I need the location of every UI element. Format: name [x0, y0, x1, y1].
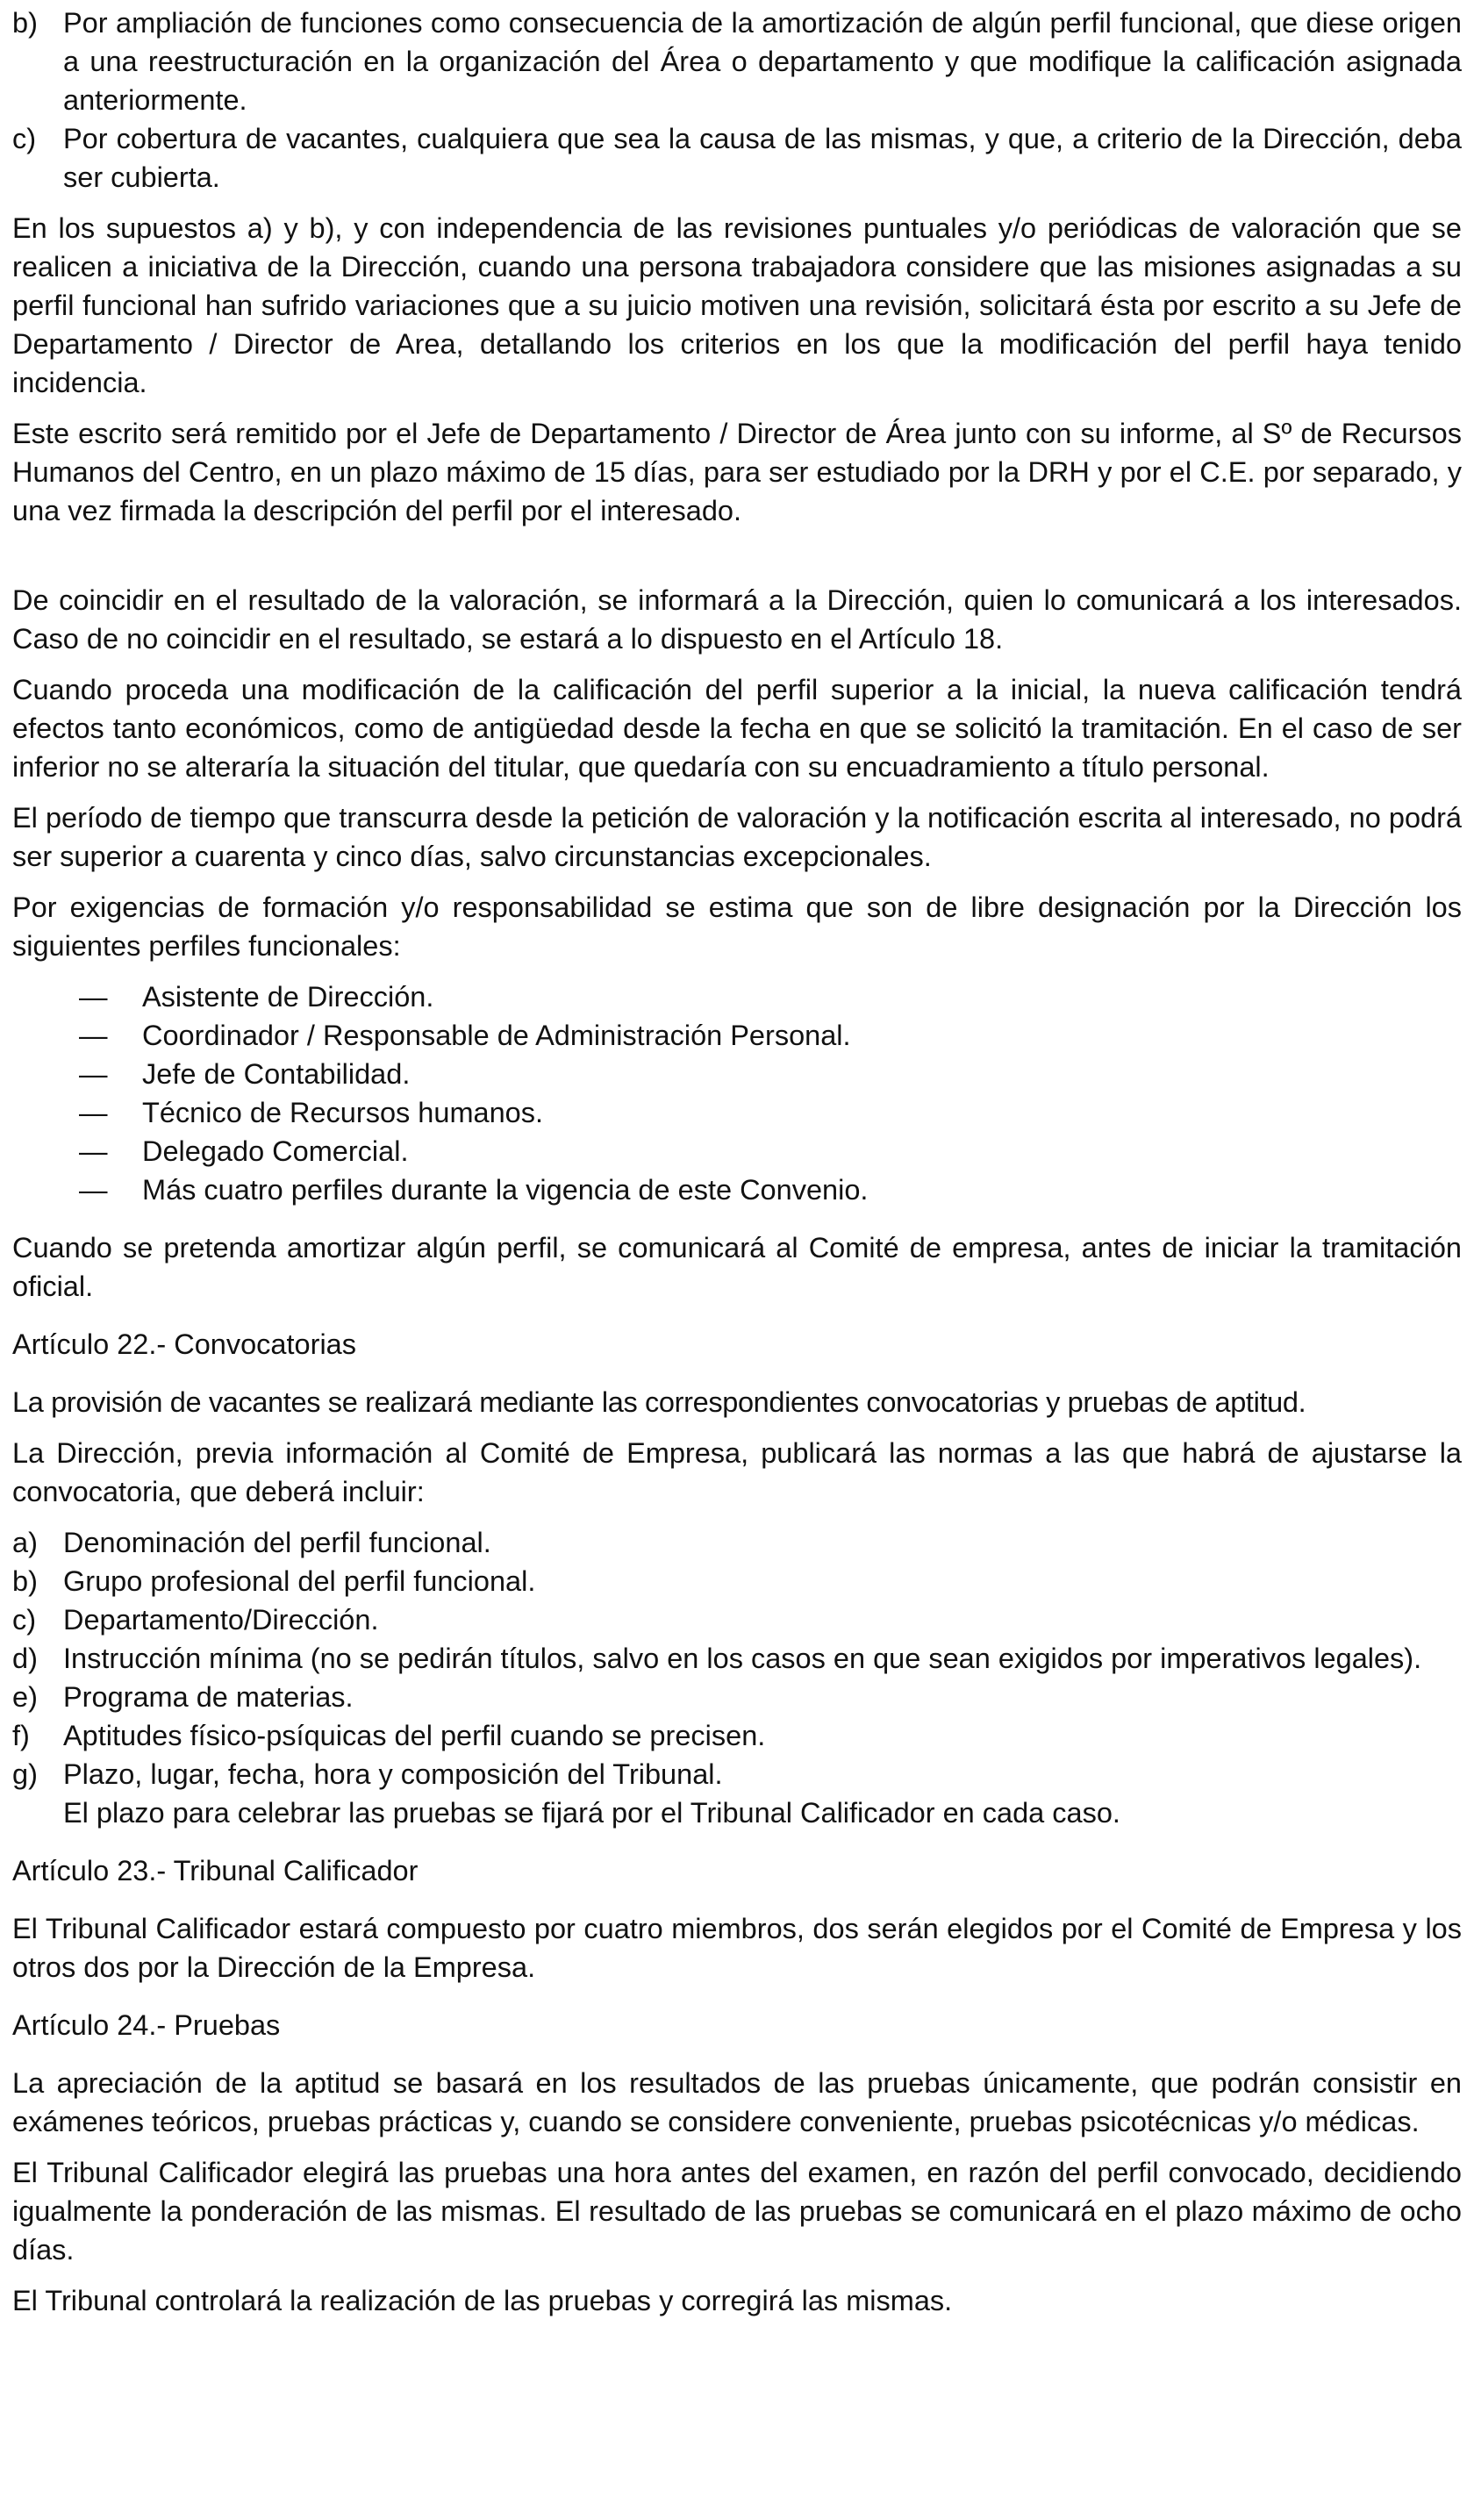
paragraph: El Tribunal controlará la realización de las pruebas y corregirá las mismas.	[12, 2285, 953, 2316]
list-item-text: Más cuatro perfiles durante la vigencia de este Convenio.	[142, 1174, 869, 1206]
list-item	[12, 4, 1462, 119]
paragraph: Por exigencias de formación y/o responsabilidad se estima que son de libre designación por la Dirección los siguientes perfiles funcionales:	[12, 891, 1462, 962]
article-22-heading: Artículo 22.- Convocatorias	[12, 1328, 356, 1360]
list-item	[12, 1016, 1462, 1055]
list-item-text: Denominación del perfil funcional.	[63, 1527, 491, 1558]
paragraph: La provisión de vacantes se realizará mediante las correspondientes convocatorias y pruebas de aptitud.	[12, 1386, 1306, 1418]
list-item-text: Departamento/Dirección.	[63, 1604, 379, 1636]
paragraph: En los supuestos a) y b), y con independencia de las revisiones puntuales y/o periódicas de valoración que se realicen a iniciativa de la Dirección, cuando una persona trabajadora considere que las misiones asignadas a su perfil funcional han sufrido variaciones que a su juicio motiven una revisión, solicitará ésta por escrito a su Jefe de Departamento / Director de Area, detallando los criterios en los que la modificación del perfil haya tenido incidencia.	[12, 212, 1462, 398]
list-item-text: Jefe de Contabilidad.	[142, 1058, 411, 1090]
list-item-text: Técnico de Recursos humanos.	[142, 1097, 544, 1128]
list-item-text: Instrucción mínima (no se pedirán títulos, salvo en los casos en que sean exigidos por imperativos legales).	[63, 1643, 1422, 1674]
dash-bullet: —	[79, 1058, 108, 1090]
convocatoria-requirements-list	[12, 1523, 1462, 1832]
list-item	[12, 1562, 1462, 1600]
dash-bullet: —	[79, 1097, 108, 1128]
list-item-text: Asistente de Dirección.	[142, 981, 434, 1013]
paragraph: De coincidir en el resultado de la valoración, se informará a la Dirección, quien lo comunicará a los interesados. Caso de no coincidir en el resultado, se estará a lo dispuesto en el Artículo 18.	[12, 584, 1462, 655]
list-item-text: Plazo, lugar, fecha, hora y composición del Tribunal.	[63, 1758, 723, 1790]
list-item	[12, 1678, 1462, 1716]
list-item-label: g)	[12, 1758, 38, 1790]
list-item	[12, 977, 1462, 1016]
paragraph: Cuando proceda una modificación de la calificación del perfil superior a la inicial, la nueva calificación tendrá efectos tanto económicos, como de antigüedad desde la fecha en que se solicitó la tramitación. En el caso de ser inferior no se alteraría la situación del titular, que quedaría con su encuadramiento a título personal.	[12, 674, 1462, 783]
list-item-text: Delegado Comercial.	[142, 1135, 409, 1167]
dash-bullet: —	[79, 981, 108, 1013]
list-item-label: d)	[12, 1643, 38, 1674]
dash-bullet: —	[79, 1174, 108, 1206]
list-note: El plazo para celebrar las pruebas se fijará por el Tribunal Calificador en cada caso.	[63, 1797, 1120, 1829]
free-designation-list	[12, 977, 1462, 1209]
paragraph: El Tribunal Calificador elegirá las pruebas una hora antes del examen, en razón del perfil convocado, decidiendo igualmente la ponderación de las mismas. El resultado de las pruebas se comunicará en el plazo máximo de ocho días.	[12, 2157, 1462, 2266]
list-item-label: e)	[12, 1681, 38, 1713]
list-item-text: Coordinador / Responsable de Administración Personal.	[142, 1020, 851, 1051]
list-item-label: f)	[12, 1720, 30, 1751]
list-item-label: a)	[12, 1527, 38, 1558]
intro-list	[12, 4, 1462, 197]
list-item-text: Aptitudes físico-psíquicas del perfil cuando se precisen.	[63, 1720, 766, 1751]
list-item-label: b)	[12, 1565, 38, 1597]
list-item-label: c)	[12, 1604, 37, 1636]
list-item	[12, 1716, 1462, 1755]
list-item-label: b)	[12, 7, 38, 39]
list-item	[12, 1093, 1462, 1132]
list-item	[12, 1132, 1462, 1171]
list-item	[12, 119, 1462, 197]
list-item-text: Programa de materias.	[63, 1681, 354, 1713]
list-item	[12, 1639, 1462, 1678]
article-24-heading: Artículo 24.- Pruebas	[12, 2009, 281, 2041]
list-item	[12, 1600, 1462, 1639]
paragraph: El Tribunal Calificador estará compuesto por cuatro miembros, dos serán elegidos por el Comité de Empresa y los otros dos por la Dirección de la Empresa.	[12, 1913, 1462, 1983]
article-23-heading: Artículo 23.- Tribunal Calificador	[12, 1855, 419, 1886]
list-item-text: Por cobertura de vacantes, cualquiera que sea la causa de las mismas, y que, a criterio de la Dirección, deba ser cubierta.	[63, 123, 1462, 193]
paragraph: La Dirección, previa información al Comité de Empresa, publicará las normas a las que habrá de ajustarse la convocatoria, que deberá incluir:	[12, 1437, 1462, 1507]
dash-bullet: —	[79, 1020, 108, 1051]
list-item	[12, 1523, 1462, 1562]
list-item-text: Por ampliación de funciones como consecuencia de la amortización de algún perfil funcional, que diese origen a una reestructuración en la organización del Área o departamento y que modifique la calificación asignada anteriormente.	[63, 7, 1462, 116]
list-item-label: c)	[12, 123, 37, 154]
list-item	[12, 1755, 1462, 1793]
paragraph: El período de tiempo que transcurra desde la petición de valoración y la notificación escrita al interesado, no podrá ser superior a cuarenta y cinco días, salvo circunstancias excepcionales.	[12, 802, 1462, 872]
dash-bullet: —	[79, 1135, 108, 1167]
list-item-text: Grupo profesional del perfil funcional.	[63, 1565, 536, 1597]
paragraph: Este escrito será remitido por el Jefe de Departamento / Director de Área junto con su informe, al Sº de Recursos Humanos del Centro, en un plazo máximo de 15 días, para ser estudiado por la DRH y por el C.E. por separado, y una vez firmada la descripción del perfil por el interesado.	[12, 418, 1462, 526]
list-item	[12, 1171, 1462, 1209]
paragraph: La apreciación de la aptitud se basará en los resultados de las pruebas únicamente, que podrán consistir en exámenes teóricos, pruebas prácticas y, cuando se considere conveniente, pruebas psicotécnicas y/o médicas.	[12, 2067, 1462, 2137]
paragraph: Cuando se pretenda amortizar algún perfil, se comunicará al Comité de empresa, antes de iniciar la tramitación oficial.	[12, 1232, 1462, 1302]
list-item	[12, 1055, 1462, 1093]
